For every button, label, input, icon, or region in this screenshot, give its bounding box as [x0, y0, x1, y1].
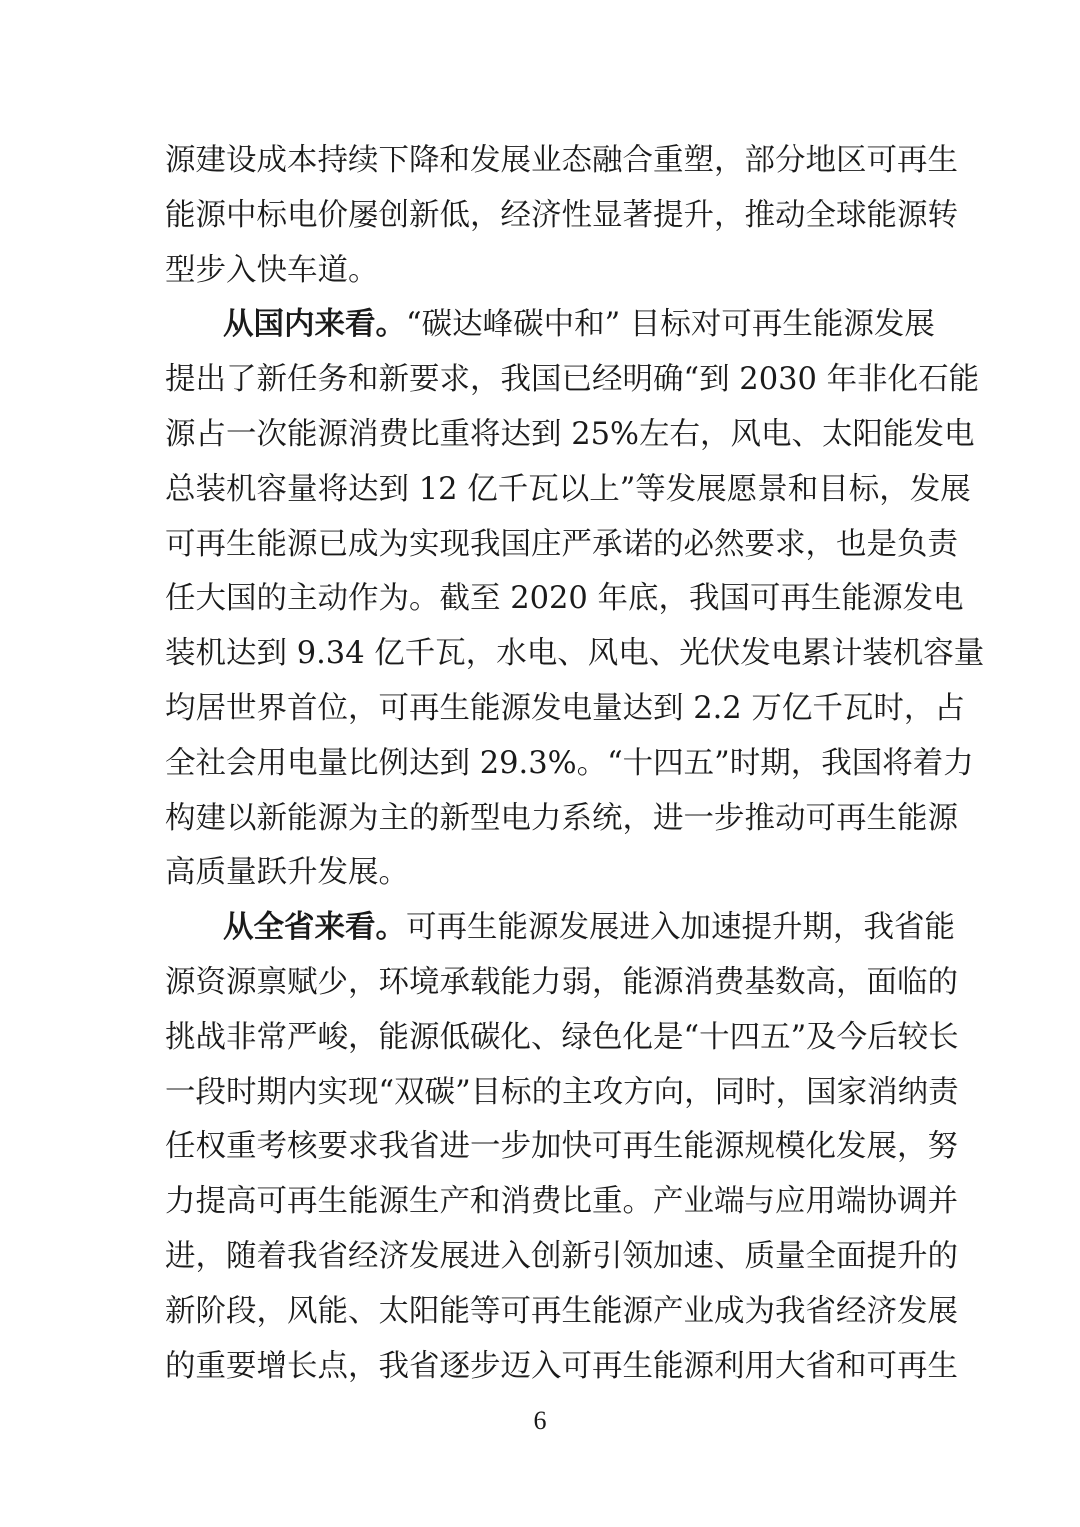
- line-text: 能源中标电价屡创新低，经济性显著提升，推动全球能源转: [165, 197, 958, 233]
- text-line: [165, 298, 935, 353]
- line-text: “碳达峰碳中和” 目标对可再生能源发展: [406, 307, 935, 343]
- text-line: [165, 408, 975, 463]
- paragraph-lead: 从全省来看。: [223, 910, 406, 946]
- text-line: [165, 353, 980, 408]
- line-text: 源建设成本持续下降和发展业态融合重塑，部分地区可再生: [165, 143, 958, 178]
- text-line: [165, 134, 958, 189]
- line-text: 一段时期内实现“双碳”目标的主攻方向，同时，国家消纳责: [165, 1074, 959, 1110]
- line-text: 装机达到 9.34 亿千瓦，水电、风电、光伏发电累计装机容量: [165, 636, 985, 672]
- text-line: [165, 901, 955, 956]
- line-text: 全社会用电量比例达到 29.3%。“十四五”时期，我国将着力: [165, 745, 974, 781]
- line-text: 总装机容量将达到 12 亿千瓦以上”等发展愿景和目标，发展: [165, 471, 971, 507]
- line-text: 构建以新能源为主的新型电力系统，进一步推动可再生能源: [165, 800, 958, 836]
- line-text: 挑战非常严峻，能源低碳化、绿色化是“十四五”及今后较长: [165, 1019, 959, 1055]
- line-text: 力提高可再生能源生产和消费比重。产业端与应用端协调并: [165, 1184, 958, 1220]
- line-text: 进，随着我省经济发展进入创新引领加速、质量全面提升的: [165, 1238, 958, 1274]
- text-line: [165, 1285, 958, 1340]
- text-line: [165, 1230, 958, 1285]
- page-number: 6: [533, 1406, 547, 1435]
- text-line: [165, 1340, 958, 1395]
- line-text: 可再生能源发展进入加速提升期，我省能: [406, 910, 955, 946]
- line-text: 高质量跃升发展。: [165, 855, 409, 891]
- text-line: [165, 1175, 958, 1230]
- line-text: 任大国的主动作为。截至 2020 年底，我国可再生能源发电: [165, 581, 964, 617]
- text-line: [165, 463, 971, 518]
- text-line: [165, 1120, 958, 1175]
- text-line: [165, 518, 958, 573]
- line-text: 任权重考核要求我省进一步加快可再生能源规模化发展，努: [165, 1129, 958, 1165]
- paragraph-lead: 从国内来看。: [223, 307, 406, 343]
- text-line: [165, 1011, 959, 1066]
- text-line: [165, 737, 974, 792]
- line-text: 提出了新任务和新要求，我国已经明确“到 2030 年非化石能: [165, 362, 980, 398]
- text-line: [165, 792, 958, 847]
- text-line: [165, 627, 985, 682]
- line-text: 均居世界首位，可再生能源发电量达到 2.2 万亿千瓦时，占: [165, 690, 965, 726]
- text-line: [165, 846, 917, 901]
- text-line: [165, 244, 917, 299]
- line-text: 的重要增长点，我省逐步迈入可再生能源利用大省和可再生: [165, 1348, 958, 1384]
- line-text: 源占一次能源消费比重将达到 25%左右，风电、太阳能发电: [165, 416, 975, 452]
- text-line: [165, 1066, 959, 1121]
- text-line: [165, 682, 965, 737]
- line-text: 新阶段，风能、太阳能等可再生能源产业成为我省经济发展: [165, 1293, 958, 1329]
- line-text: 源资源禀赋少，环境承载能力弱，能源消费基数高，面临的: [165, 964, 958, 1000]
- line-text: 可再生能源已成为实现我国庄严承诺的必然要求，也是负责: [165, 526, 958, 562]
- text-line: [165, 956, 958, 1011]
- text-line: [165, 189, 958, 244]
- text-line: [165, 572, 964, 627]
- body-text: [165, 134, 985, 1394]
- line-text: 型步入快车道。: [165, 252, 379, 288]
